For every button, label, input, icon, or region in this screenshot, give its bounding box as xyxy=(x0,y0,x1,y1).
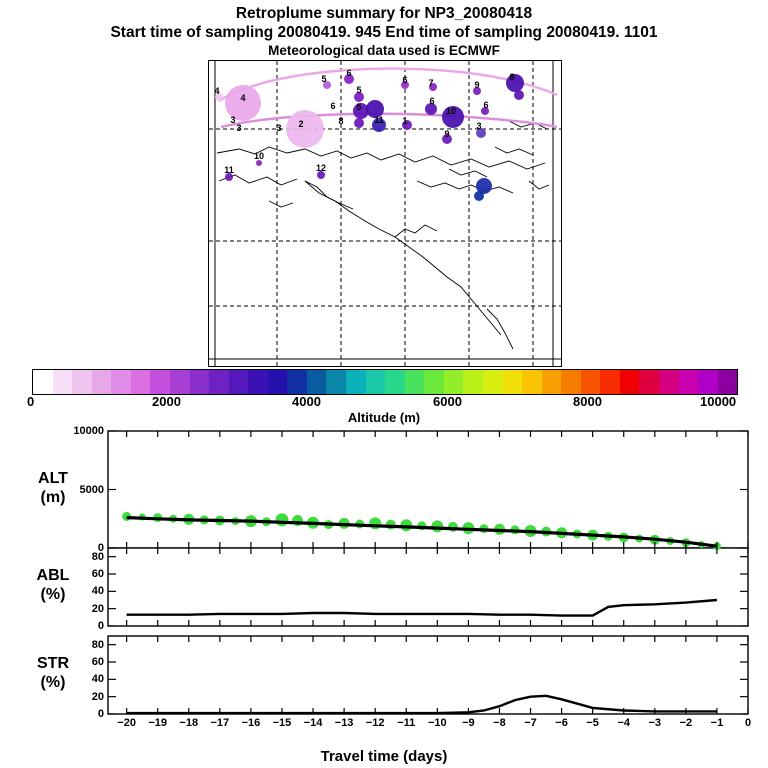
map-age-label: 4 xyxy=(214,86,220,96)
x-axis-title: Travel time (days) xyxy=(320,748,448,765)
map-age-label: 9 xyxy=(444,129,450,139)
colorbar-swatch-17 xyxy=(366,370,386,394)
map-age-label: 5 xyxy=(321,74,327,84)
colorbar-tick-6000: 6000 xyxy=(433,394,462,409)
map-age-label: 11 xyxy=(374,115,384,125)
y-tick-label: 5000 xyxy=(79,483,104,496)
colorbar-swatch-20 xyxy=(424,370,444,394)
retroplume-map xyxy=(208,60,562,367)
colorbar-swatch-8 xyxy=(190,370,210,394)
x-tick-label: −17 xyxy=(210,717,230,729)
map-age-label: 6 xyxy=(330,101,336,111)
colorbar-tick-labels xyxy=(0,394,768,410)
y-tick-label: 20 xyxy=(91,690,104,703)
str-axis-label-line1: STR xyxy=(37,655,69,672)
colorbar-tick-0: 0 xyxy=(27,394,35,409)
colorbar-swatch-5 xyxy=(131,370,151,394)
colorbar-swatch-21 xyxy=(444,370,464,394)
y-tick-label: 60 xyxy=(91,568,104,580)
colorbar-swatch-14 xyxy=(307,370,327,394)
colorbar-swatch-16 xyxy=(346,370,366,394)
map-age-label: 4 xyxy=(240,93,246,103)
y-tick-label: 60 xyxy=(91,656,104,668)
colorbar-swatch-6 xyxy=(150,370,170,394)
map-age-label: 7 xyxy=(428,78,434,88)
abl-axis-label-line1: ABL xyxy=(36,567,70,584)
x-tick-label: −19 xyxy=(148,717,168,729)
map-age-label: 8 xyxy=(509,72,515,82)
x-tick-label: −12 xyxy=(365,717,385,729)
alt-axis-label-line2: (m) xyxy=(40,489,66,506)
x-tick-label: −18 xyxy=(179,717,199,729)
colorbar-swatch-10 xyxy=(229,370,249,394)
colorbar-swatch-22 xyxy=(463,370,483,394)
alt-marker xyxy=(386,520,396,530)
abl-axis-label-line2: (%) xyxy=(40,586,66,603)
y-tick-label: 0 xyxy=(97,620,104,632)
str-axis-label-line2: (%) xyxy=(40,674,66,691)
map-age-label: 9 xyxy=(474,80,480,90)
alt-marker xyxy=(369,517,381,529)
x-tick-label: −2 xyxy=(679,717,693,729)
map-age-label: 5 xyxy=(356,85,362,95)
header-block xyxy=(0,0,768,59)
map-age-label: 10 xyxy=(253,151,265,161)
colorbar-swatch-27 xyxy=(561,370,581,394)
x-tick-label: −1 xyxy=(710,717,724,729)
y-tick-label: 0 xyxy=(97,708,104,720)
colorbar-swatch-24 xyxy=(503,370,523,394)
x-tick-label: −10 xyxy=(427,717,447,729)
colorbar-swatch-13 xyxy=(287,370,307,394)
x-tick-label: −8 xyxy=(493,717,506,729)
colorbar-swatch-32 xyxy=(659,370,679,394)
map-coastlines xyxy=(217,121,549,349)
y-tick-label: 0 xyxy=(97,542,104,554)
y-tick-label: 40 xyxy=(91,673,104,686)
x-tick-label: −9 xyxy=(462,717,475,729)
y-tick-label: 20 xyxy=(91,602,104,615)
colorbar-swatch-4 xyxy=(111,370,131,394)
map-age-label: 12 xyxy=(315,163,327,173)
map-age-label: 5 xyxy=(356,102,362,112)
x-tick-label: −6 xyxy=(555,717,568,729)
x-tick-label: −11 xyxy=(397,717,416,729)
x-tick-label: −13 xyxy=(334,717,354,729)
y-tick-label: 10000 xyxy=(73,425,104,437)
map-age-label: 6 xyxy=(483,100,489,110)
x-tick-label: −5 xyxy=(586,717,599,729)
colorbar-swatch-11 xyxy=(248,370,268,394)
map-age-label: 6 xyxy=(402,75,408,85)
colorbar-swatch-19 xyxy=(405,370,425,394)
altitude-colorbar xyxy=(32,369,738,395)
colorbar-swatch-3 xyxy=(92,370,112,394)
map-age-label: 10 xyxy=(445,106,457,116)
met-data-line: Meteorological data used is ECMWF xyxy=(268,43,500,58)
colorbar-swatch-26 xyxy=(542,370,562,394)
colorbar-swatch-2 xyxy=(72,370,92,394)
x-tick-label: 0 xyxy=(744,717,752,729)
colorbar-swatch-9 xyxy=(209,370,229,394)
map-frame-lines xyxy=(209,61,561,366)
map-age-label: 6 xyxy=(429,96,435,106)
map-plume-blob xyxy=(474,191,484,201)
colorbar-tick-10000: 10000 xyxy=(700,394,737,409)
map-graticule xyxy=(209,61,561,366)
colorbar-swatch-25 xyxy=(522,370,542,394)
map-age-label: 11 xyxy=(224,165,234,175)
sampling-times: Start time of sampling 20080419. 945 End time of sampling 20080419. 1101 xyxy=(110,24,658,41)
alt-marker xyxy=(276,513,289,526)
x-tick-label: −7 xyxy=(524,717,537,729)
colorbar-swatch-31 xyxy=(639,370,659,394)
colorbar-swatch-7 xyxy=(170,370,190,394)
colorbar-swatch-34 xyxy=(698,370,718,394)
colorbar-swatch-23 xyxy=(483,370,503,394)
map-age-label: 6 xyxy=(346,68,352,78)
x-tick-label: −3 xyxy=(648,717,662,729)
y-tick-label: 80 xyxy=(91,638,104,651)
y-tick-label: 40 xyxy=(91,585,104,598)
alt-panel-frame xyxy=(108,431,748,548)
map-age-label: 3 xyxy=(476,121,482,131)
x-tick-label: −20 xyxy=(117,717,136,729)
colorbar-swatch-33 xyxy=(679,370,699,394)
map-plume-blob xyxy=(354,118,364,128)
colorbar-tick-2000: 2000 xyxy=(152,394,181,409)
map-plume-blob xyxy=(514,90,524,100)
colorbar-swatch-15 xyxy=(326,370,346,394)
colorbar-swatch-0 xyxy=(33,370,53,394)
colorbar-swatch-30 xyxy=(620,370,640,394)
y-tick-label: 80 xyxy=(91,550,104,563)
colorbar-title: Altitude (m) xyxy=(347,410,421,425)
map-plume-blob xyxy=(286,110,324,148)
colorbar-swatch-35 xyxy=(718,370,738,394)
plume-outline xyxy=(219,69,557,127)
map-age-label: 3 xyxy=(276,123,282,133)
map-svg xyxy=(209,61,561,366)
colorbar-swatch-29 xyxy=(600,370,620,394)
map-age-label: 3 xyxy=(230,115,236,125)
alt-axis-label-line1: ALT xyxy=(38,470,68,487)
x-tick-label: −4 xyxy=(617,717,630,729)
map-age-label: 3 xyxy=(236,123,242,133)
colorbar-swatch-12 xyxy=(268,370,288,394)
page-title: Retroplume summary for NP3_20080418 xyxy=(235,5,533,22)
x-tick-label: −14 xyxy=(303,717,323,729)
colorbar-swatch-18 xyxy=(385,370,405,394)
colorbar-tick-4000: 4000 xyxy=(292,394,321,409)
map-age-label: 1 xyxy=(402,116,408,126)
x-tick-label: −16 xyxy=(241,717,261,729)
map-age-label: 2 xyxy=(298,119,304,129)
colorbar-swatch-1 xyxy=(53,370,73,394)
str-panel-frame xyxy=(108,636,748,714)
x-tick-label: −15 xyxy=(272,717,292,729)
map-age-label: 8 xyxy=(338,116,344,126)
colorbar-swatch-28 xyxy=(581,370,601,394)
colorbar-tick-8000: 8000 xyxy=(573,394,602,409)
map-blobs xyxy=(215,74,524,201)
